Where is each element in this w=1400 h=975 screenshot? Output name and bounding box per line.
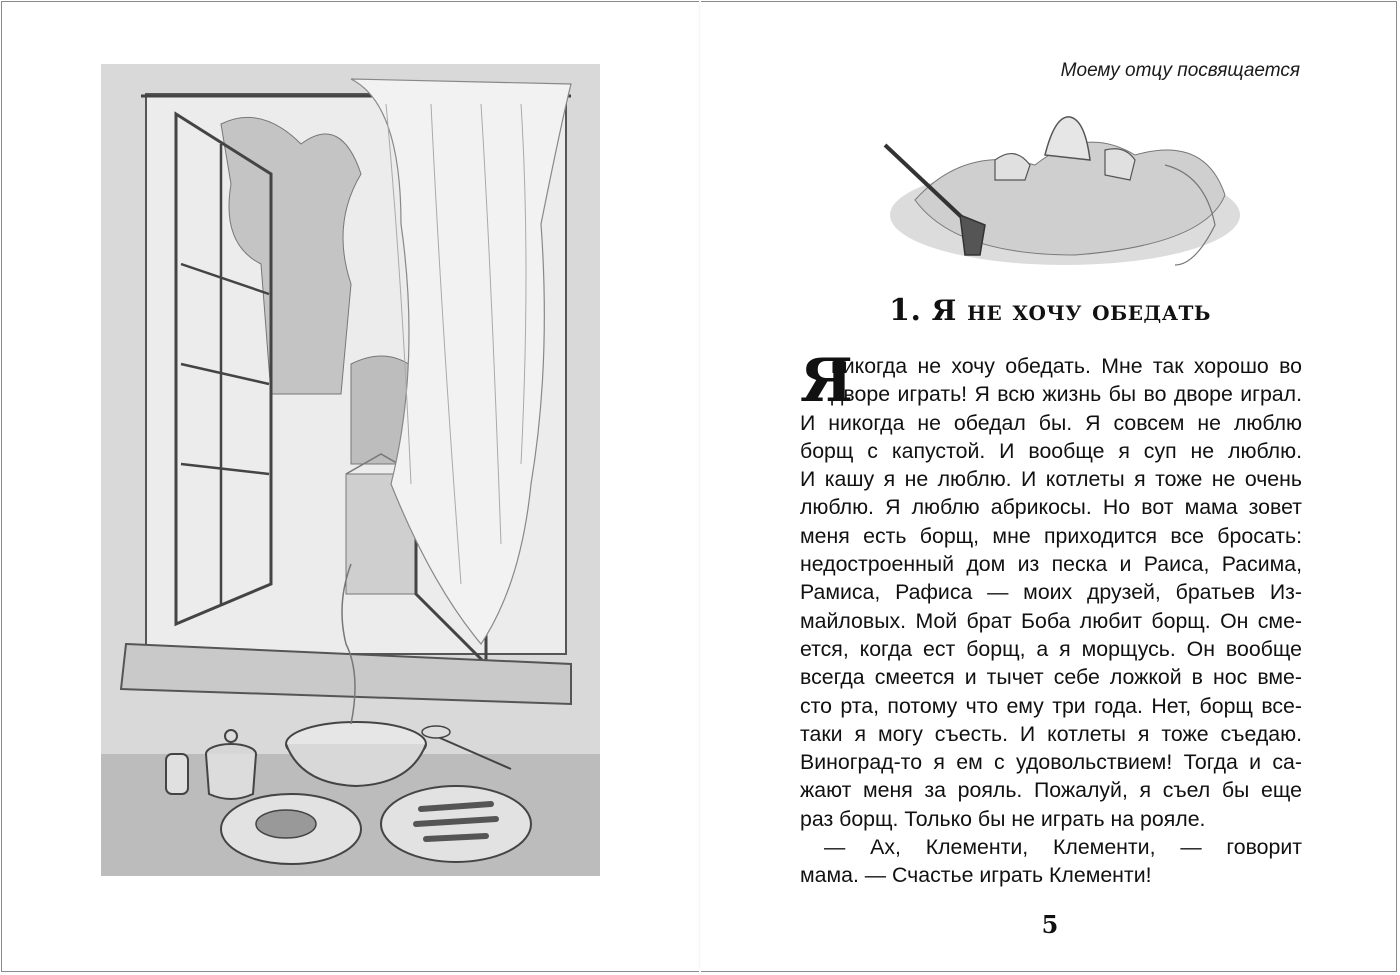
- text-line: жают меня за рояль. Пожалуй, я съел бы еще: [800, 778, 1302, 803]
- text-line: дворе играть! Я всю жизнь бы во дворе играл.: [831, 382, 1302, 407]
- sandcastle-sketch-svg: [875, 105, 1255, 275]
- text-line: Виноград-то я ем с удовольствием! Тогда и са-: [800, 750, 1302, 775]
- text-line: Рамиса, Рафиса — моих друзей, братьев Из-: [800, 580, 1302, 605]
- text-line: сто рта, потому что ему три года. Нет, борщ все-: [800, 693, 1302, 718]
- page-number: 5: [1041, 910, 1059, 939]
- text-line: меня есть борщ, мне приходится все бросать:: [800, 523, 1302, 548]
- chapter-title: [800, 293, 1300, 328]
- text-line: никогда не хочу обедать. Мне так хорошо во: [831, 354, 1302, 378]
- text-line: майловых. Мой брат Боба любит борщ. Он сме-: [800, 608, 1302, 633]
- chapter-body: [800, 346, 1302, 890]
- chapter-name: Я не хочу обедать: [931, 294, 1211, 327]
- drop-cap: Я: [800, 346, 853, 416]
- text-line: всегда смеется и тычет себе ложкой в нос вме-: [800, 665, 1302, 690]
- chapter-number: 1.: [889, 293, 922, 328]
- text-line: ется, когда ест борщ, а я морщусь. Он вообще: [800, 636, 1302, 661]
- text-line: — Ах, Клементи, Клементи, — говорит: [824, 835, 1302, 860]
- text-line: И кашу я не люблю. И котлеты я тоже не очень: [800, 467, 1302, 492]
- text-line: мама. — Счастье играть Клементи!: [800, 863, 1152, 888]
- window-sketch-svg: [101, 64, 600, 876]
- text-line: недостроенный дом из песка и Раиса, Расима,: [800, 552, 1302, 577]
- text-line: И никогда не обедал бы. Я совсем не люблю: [800, 410, 1302, 435]
- vignette-illustration: [875, 105, 1255, 275]
- dedication: Моему отцу посвящается: [1060, 60, 1300, 81]
- text-line: раз борщ. Только бы не играть на рояле.: [800, 806, 1206, 831]
- window-illustration: [101, 64, 600, 876]
- text-line: люблю. Я люблю абрикосы. Но вот мама зовет: [800, 495, 1302, 520]
- text-line: борщ с капустой. И вообще я суп не люблю.: [800, 438, 1302, 463]
- spine-fold: [699, 0, 701, 975]
- text-line: таки я могу съесть. И котлеты я тоже съедаю.: [800, 721, 1302, 746]
